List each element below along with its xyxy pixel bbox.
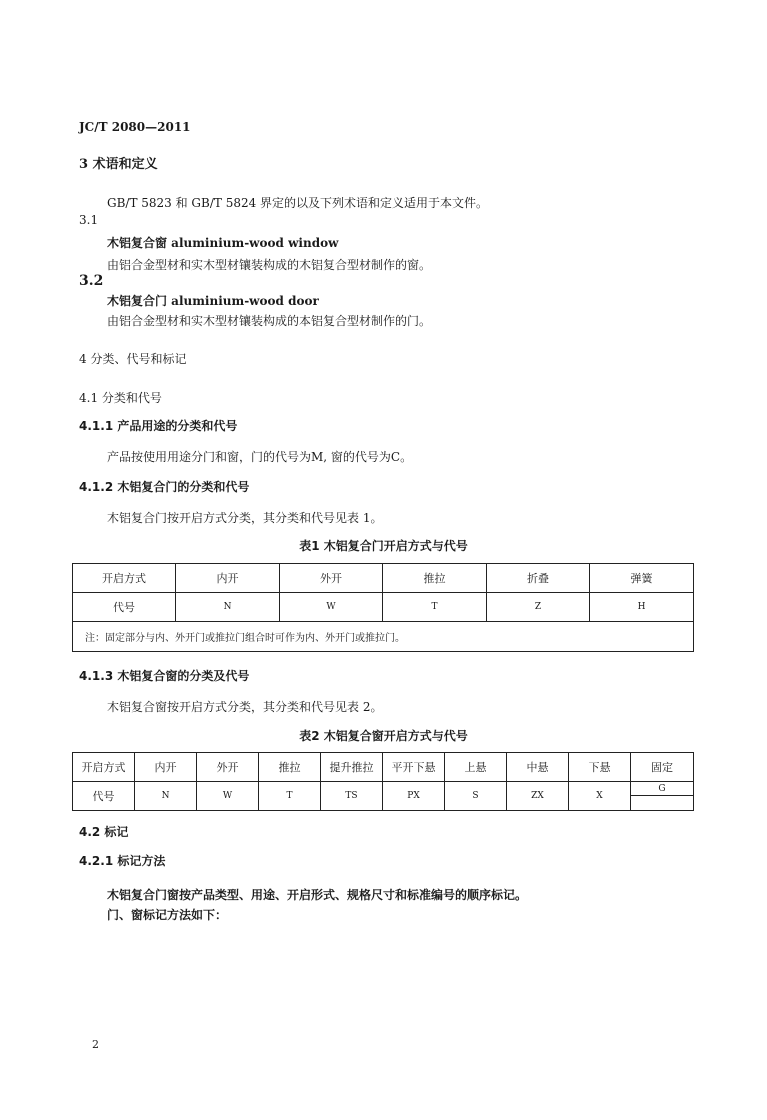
term-3-1-title: 木铝复合窗 aluminium-wood window [107,236,339,250]
table-cell: Z [487,593,590,622]
table-cell: TS [321,782,383,811]
table-row [73,593,694,622]
table-cell: X [569,782,631,811]
section-3-heading: 3 术语和定义 [79,157,158,172]
section-4-1-heading: 4.1 分类和代号 [79,391,162,405]
section-4-heading: 4 分类、代号和标记 [79,352,187,366]
table-cell: N [176,593,280,622]
table-cell: 固定 [631,753,694,782]
section-3-intro: GB/T 5823 和 GB/T 5824 界定的以及下列术语和定义适用于本文件。 [107,196,489,210]
table-row [73,564,694,593]
section-4-1-3-text: 木铝复合窗按开启方式分类，其分类和代号见表 2。 [107,700,383,714]
table-cell: T [259,782,321,811]
document-code: JC/T 2080—2011 [79,120,191,134]
table-row [73,622,694,652]
section-4-1-1-heading: 4.1.1 产品用途的分类和代号 [79,419,238,433]
table-cell: 上悬 [445,753,507,782]
section-4-1-3-heading: 4.1.3 木铝复合窗的分类及代号 [79,669,250,683]
table-cell: 内开 [135,753,197,782]
table-cell [631,782,694,811]
table-1 [72,563,694,652]
cell-value: G [658,784,666,794]
section-4-2-1-line1: 木铝复合门窗按产品类型、用途、开启形式、规格尺寸和标准编号的顺序标记。 [107,888,528,902]
table-cell: W [197,782,259,811]
table-2 [72,752,694,811]
term-3-1-definition: 由铝合金型材和实木型材镶装构成的木铝复合型材制作的窗。 [107,258,432,272]
section-4-1-2-text: 木铝复合门按开启方式分类，其分类和代号见表 1。 [107,511,383,525]
table-cell: W [280,593,383,622]
table-cell: PX [383,782,445,811]
term-3-2-number: 3.2 [79,273,104,289]
table-cell: 代号 [73,593,176,622]
table-cell: N [135,782,197,811]
table-cell: 平开下悬 [383,753,445,782]
term-3-2-title: 木铝复合门 aluminium-wood door [107,294,319,308]
table-cell: 外开 [197,753,259,782]
section-4-2-1-line2: 门、窗标记方法如下： [107,908,228,922]
table-cell: T [383,593,487,622]
table-row [73,753,694,782]
table-row [73,782,694,811]
table-cell: 推拉 [383,564,487,593]
table-cell: 内开 [176,564,280,593]
section-4-1-1-text: 产品按使用用途分门和窗，门的代号为M, 窗的代号为C。 [107,450,413,464]
table-cell: H [590,593,694,622]
table-cell: 推拉 [259,753,321,782]
section-4-2-heading: 4.2 标记 [79,825,129,839]
table-cell: S [445,782,507,811]
page-number: 2 [92,1038,99,1051]
table-cell: 代号 [73,782,135,811]
term-3-2-definition: 由铝合金型材和实木型材镶装构成的本铝复合型材制作的门。 [107,314,432,328]
section-4-2-1-heading: 4.2.1 标记方法 [79,854,166,868]
table-cell: 外开 [280,564,383,593]
table-cell: 下悬 [569,753,631,782]
table-cell: 开启方式 [73,564,176,593]
table-cell: 折叠 [487,564,590,593]
section-4-1-2-heading: 4.1.2 木铝复合门的分类和代号 [79,480,250,494]
table-2-caption: 表2 木铝复合窗开启方式与代号 [299,729,468,743]
table-cell: 中悬 [507,753,569,782]
term-3-1-number: 3.1 [79,213,99,227]
table-note: 注：固定部分与内、外开门或推拉门组合时可作为内、外开门或推拉门。 [73,622,694,652]
table-cell: 弹簧 [590,564,694,593]
table-cell: 开启方式 [73,753,135,782]
table-cell: ZX [507,782,569,811]
table-1-caption: 表1 木铝复合门开启方式与代号 [299,539,468,553]
table-cell: 提升推拉 [321,753,383,782]
